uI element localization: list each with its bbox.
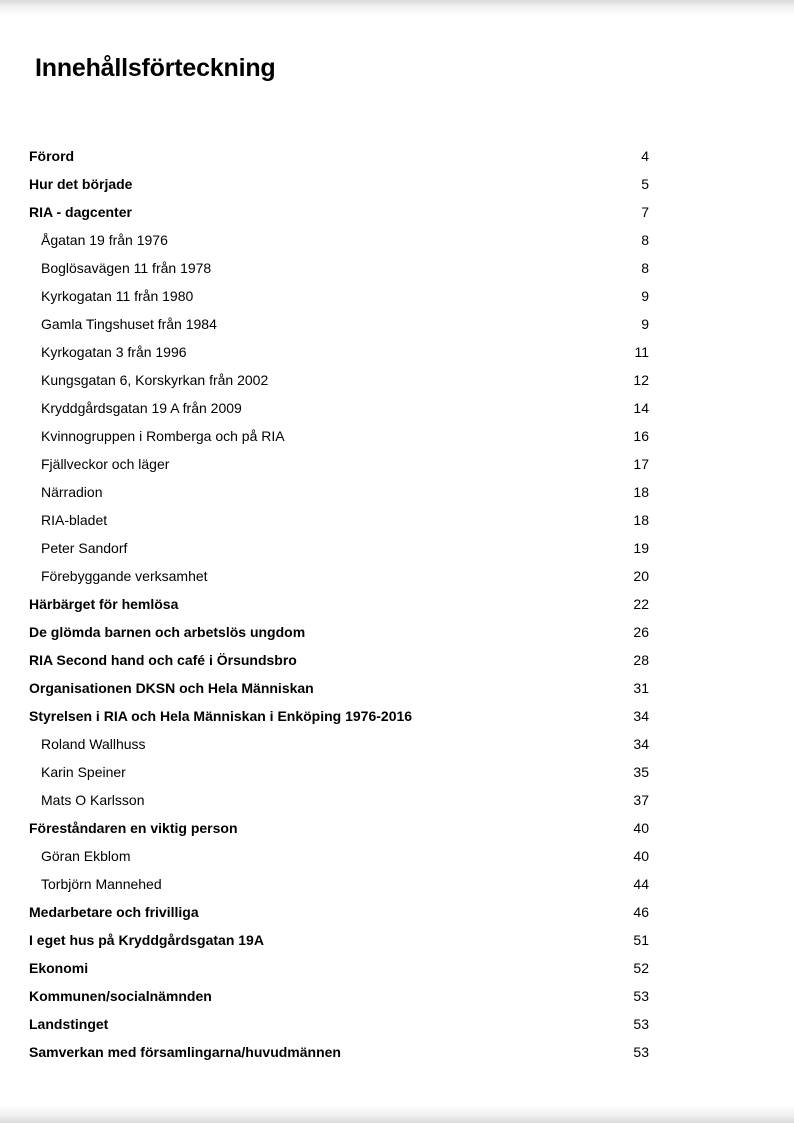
toc-entry-label: Förebyggande verksamhet <box>41 568 208 584</box>
toc-entry-label: Hur det började <box>29 176 133 192</box>
toc-page-number: 53 <box>633 988 649 1004</box>
toc-entry-label: Boglösavägen 11 från 1978 <box>41 260 212 276</box>
toc-subentry[interactable] <box>29 394 655 422</box>
toc-subentry[interactable] <box>29 478 655 506</box>
toc-subentry[interactable] <box>29 254 655 282</box>
toc-subentry[interactable] <box>29 422 655 450</box>
toc-page-number: 40 <box>633 848 649 864</box>
toc-page-number: 53 <box>633 1016 649 1032</box>
toc-entry[interactable] <box>29 926 655 954</box>
toc-page-number: 16 <box>633 428 649 444</box>
toc-page-number: 19 <box>633 540 649 556</box>
toc-entry-label: RIA - dagcenter <box>29 204 132 220</box>
toc-entry-label: Föreståndaren en viktig person <box>29 820 238 836</box>
toc-entry-label: Kyrkogatan 3 från 1996 <box>41 344 187 360</box>
toc-entry-label: Roland Wallhuss <box>41 736 146 752</box>
toc-page-number: 18 <box>633 512 649 528</box>
toc-page-number: 34 <box>633 708 649 724</box>
toc-entry-label: Härbärget för hemlösa <box>29 596 179 612</box>
toc-subentry[interactable] <box>29 842 655 870</box>
toc-page-number: 44 <box>633 876 649 892</box>
toc-page-number: 40 <box>633 820 649 836</box>
toc-entry[interactable] <box>29 170 655 198</box>
toc-entry-label: Landstinget <box>29 1016 109 1032</box>
toc-subentry[interactable] <box>29 506 655 534</box>
toc-page-number: 22 <box>633 596 649 612</box>
toc-entry[interactable] <box>29 898 655 926</box>
toc-entry[interactable] <box>29 1010 655 1038</box>
toc-subentry[interactable] <box>29 786 655 814</box>
toc-subentry[interactable] <box>29 730 655 758</box>
toc-entry[interactable] <box>29 954 655 982</box>
toc-subentry[interactable] <box>29 450 655 478</box>
toc-entry[interactable] <box>29 1038 655 1066</box>
toc-page-number: 37 <box>633 792 649 808</box>
toc-page-number: 11 <box>634 344 649 360</box>
toc-subentry[interactable] <box>29 870 655 898</box>
toc-entry-label: Peter Sandorf <box>41 540 128 556</box>
toc-page-number: 5 <box>641 176 649 192</box>
toc-page-number: 8 <box>641 232 649 248</box>
toc-entry-label: Kyrkogatan 11 från 1980 <box>41 288 194 304</box>
toc-list <box>29 142 655 1066</box>
toc-entry-label: Förord <box>29 148 75 164</box>
toc-subentry[interactable] <box>29 338 655 366</box>
toc-entry-label: Närradion <box>41 484 103 500</box>
toc-page-number: 51 <box>633 932 649 948</box>
toc-subentry[interactable] <box>29 310 655 338</box>
toc-page-number: 9 <box>641 288 649 304</box>
toc-page-number: 26 <box>633 624 649 640</box>
toc-entry-label: Kryddgårdsgatan 19 A från 2009 <box>41 400 242 416</box>
toc-entry-label: Kvinnogruppen i Romberga och på RIA <box>41 428 285 444</box>
toc-subentry[interactable] <box>29 534 655 562</box>
toc-entry-label: De glömda barnen och arbetslös ungdom <box>29 624 306 640</box>
toc-entry-label: Medarbetare och frivilliga <box>29 904 199 920</box>
toc-entry[interactable] <box>29 814 655 842</box>
toc-entry-label: Fjällveckor och läger <box>41 456 170 472</box>
toc-entry-label: Kommunen/socialnämnden <box>29 988 212 1004</box>
toc-subentry[interactable] <box>29 226 655 254</box>
toc-entry-label: Mats O Karlsson <box>41 792 145 808</box>
toc-entry[interactable] <box>29 702 655 730</box>
toc-entry-label: Karin Speiner <box>41 764 126 780</box>
toc-entry-label: Styrelsen i RIA och Hela Människan i Enköping 1976-2016 <box>29 708 413 724</box>
toc-page-number: 14 <box>633 400 649 416</box>
toc-page-number: 9 <box>641 316 649 332</box>
toc-entry[interactable] <box>29 618 655 646</box>
toc-entry[interactable] <box>29 142 655 170</box>
toc-page-number: 34 <box>633 736 649 752</box>
toc-entry-label: I eget hus på Kryddgårdsgatan 19A <box>29 932 264 948</box>
page-bottom-shadow <box>0 1105 794 1123</box>
toc-entry-label: Gamla Tingshuset från 1984 <box>41 316 217 332</box>
toc-entry-label: Ågatan 19 från 1976 <box>41 232 168 248</box>
toc-page-number: 20 <box>633 568 649 584</box>
toc-subentry[interactable] <box>29 758 655 786</box>
page-title: Innehållsförteckning <box>35 54 276 82</box>
toc-page-number: 8 <box>641 260 649 276</box>
toc-entry-label: Göran Ekblom <box>41 848 131 864</box>
toc-entry-label: Samverkan med församlingarna/huvudmännen <box>29 1044 341 1060</box>
toc-entry-label: Ekonomi <box>29 960 89 976</box>
toc-page-number: 18 <box>633 484 649 500</box>
page-top-shadow <box>0 0 794 16</box>
toc-page-number: 35 <box>633 764 649 780</box>
toc-page-number: 31 <box>633 680 649 696</box>
toc-page-number: 4 <box>641 148 649 164</box>
toc-entry-label: RIA Second hand och café i Örsundsbro <box>29 652 297 668</box>
toc-subentry[interactable] <box>29 562 655 590</box>
toc-entry[interactable] <box>29 590 655 618</box>
toc-entry[interactable] <box>29 982 655 1010</box>
toc-entry[interactable] <box>29 198 655 226</box>
toc-entry-label: RIA-bladet <box>41 512 108 528</box>
toc-entry-label: Kungsgatan 6, Korskyrkan från 2002 <box>41 372 269 388</box>
toc-page-number: 46 <box>633 904 649 920</box>
toc-entry-label: Organisationen DKSN och Hela Människan <box>29 680 314 696</box>
toc-page-number: 52 <box>633 960 649 976</box>
toc-entry-label: Torbjörn Mannehed <box>41 876 162 892</box>
toc-subentry[interactable] <box>29 282 655 310</box>
toc-page-number: 28 <box>633 652 649 668</box>
toc-page-number: 7 <box>641 204 649 220</box>
toc-entry[interactable] <box>29 674 655 702</box>
toc-page-number: 17 <box>633 456 649 472</box>
toc-page-number: 12 <box>633 372 649 388</box>
toc-entry[interactable] <box>29 646 655 674</box>
toc-page-number: 53 <box>633 1044 649 1060</box>
toc-subentry[interactable] <box>29 366 655 394</box>
